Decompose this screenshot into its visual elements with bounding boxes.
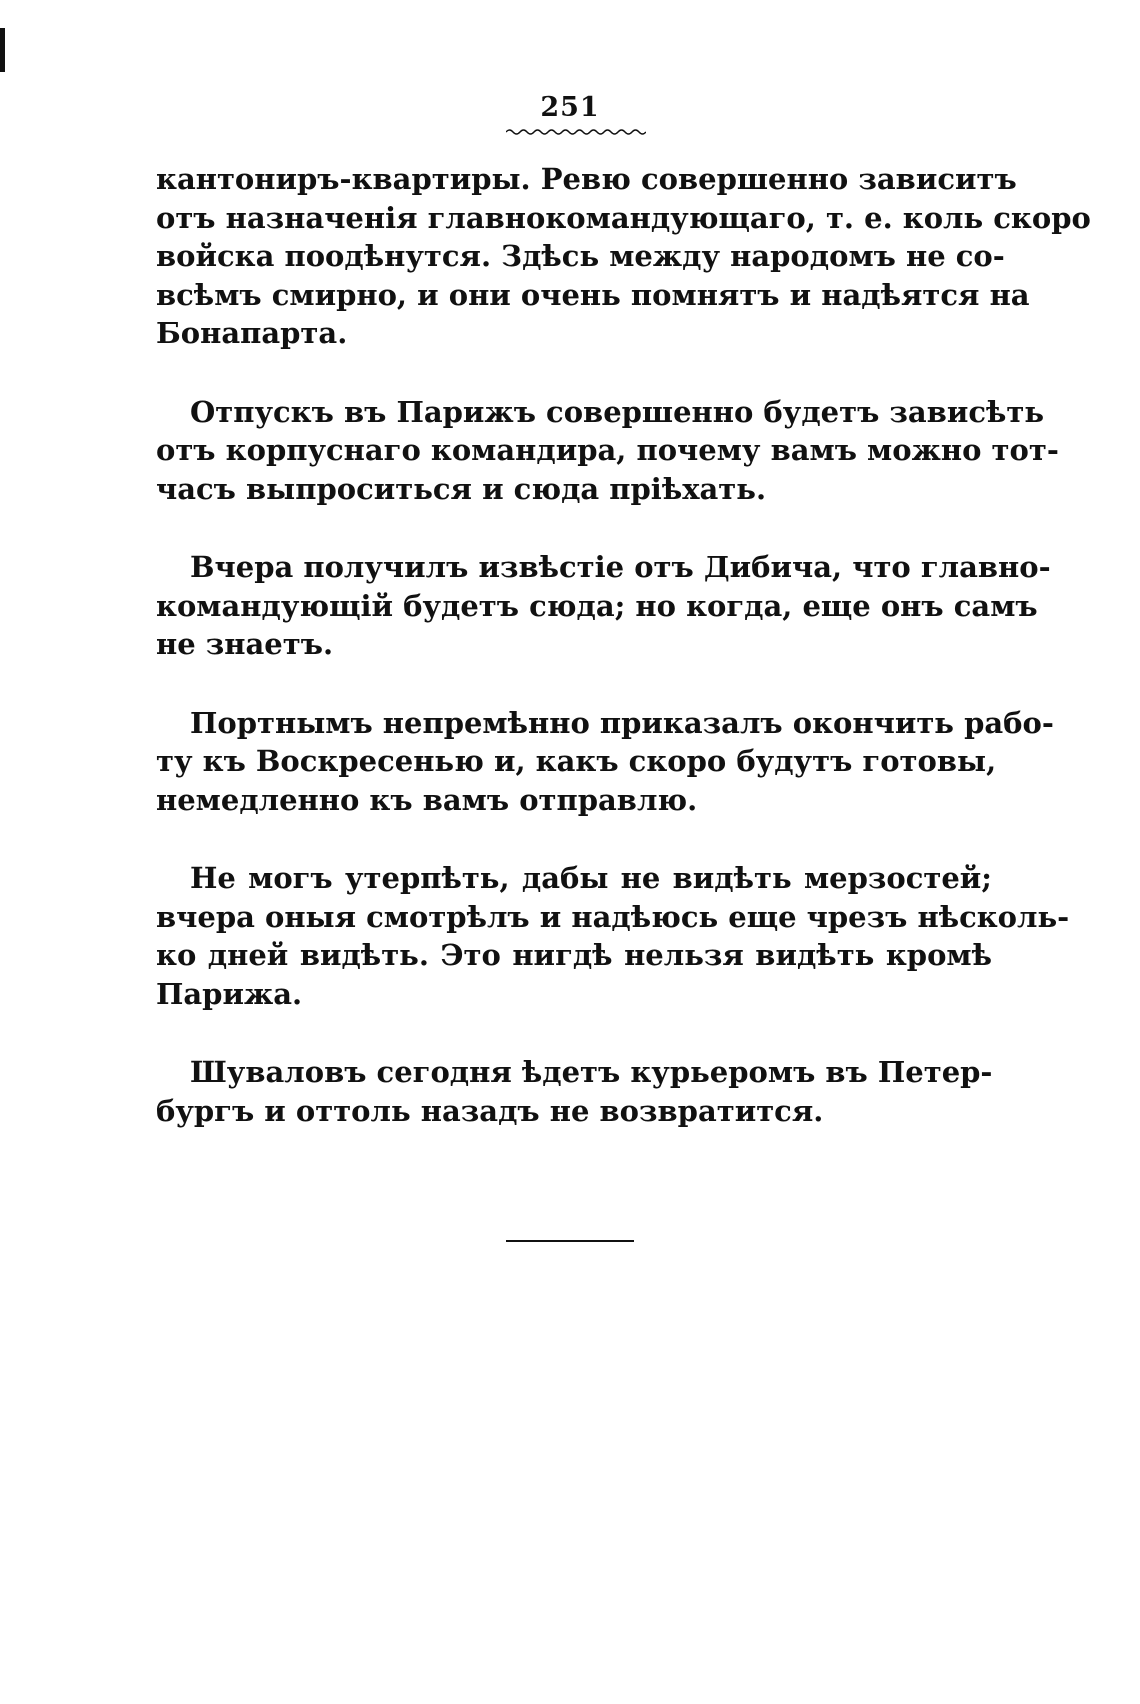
text-line: командующій будетъ сюда; но когда, еще онъ самъ [156, 588, 1038, 623]
text-line: немедленно къ вамъ отправлю. [156, 782, 698, 817]
text-line: войска поодѣнутся. Здѣсь между народомъ не со- [156, 239, 1005, 273]
text-line: Вчера получилъ извѣстіе отъ Дибича, что главно- [190, 550, 1051, 584]
paragraph-3 [156, 548, 1051, 664]
page-number-ornament [506, 128, 646, 136]
text-line: Парижа. [156, 976, 303, 1011]
text-line: Не могъ утерпѣть, дабы не видѣть мерзостей; [190, 861, 992, 895]
text-line: ту къ Воскресенью и, какъ скоро будутъ готовы, [156, 744, 997, 778]
text-line: бургъ и оттоль назадъ не возвратится. [156, 1093, 824, 1128]
paragraph-6 [156, 1053, 992, 1130]
section-end-rule [506, 1240, 634, 1242]
text-line: кантониръ-квартиры. Ревю совершенно зависитъ [156, 162, 1017, 196]
text-line: отъ назначенія главнокомандующаго, т. е. коль скоро [156, 200, 1091, 235]
paragraph-1 [156, 160, 1091, 353]
text-line: вчера оныя смотрѣлъ и надѣюсь еще чрезъ нѣсколь- [156, 899, 1070, 934]
page-number: 251 [540, 92, 600, 123]
text-line: Отпускъ въ Парижъ совершенно будетъ зависѣть [190, 394, 1045, 429]
text-line: всѣмъ смирно, и они очень помнятъ и надѣятся на [156, 277, 1030, 312]
text-line: Бонапарта. [156, 316, 348, 350]
text-line: отъ корпуснаго командира, почему вамъ можно тот- [156, 433, 1059, 467]
text-line: часъ выпроситься и сюда пріѣхать. [156, 471, 767, 506]
text-line: не знаетъ. [156, 627, 334, 661]
text-line: Шуваловъ сегодня ѣдетъ курьеромъ въ Петер- [190, 1055, 993, 1089]
scan-edge-mark [0, 28, 5, 72]
paragraph-5 [156, 859, 1070, 1013]
letter-text [156, 160, 1091, 1170]
text-line: Портнымъ непремѣнно приказалъ окончить рабо- [190, 705, 1054, 740]
text-line: ко дней видѣть. Это нигдѣ нельзя видѣть кромѣ [156, 938, 992, 972]
paragraph-2 [156, 393, 1059, 509]
paragraph-4 [156, 704, 1054, 820]
